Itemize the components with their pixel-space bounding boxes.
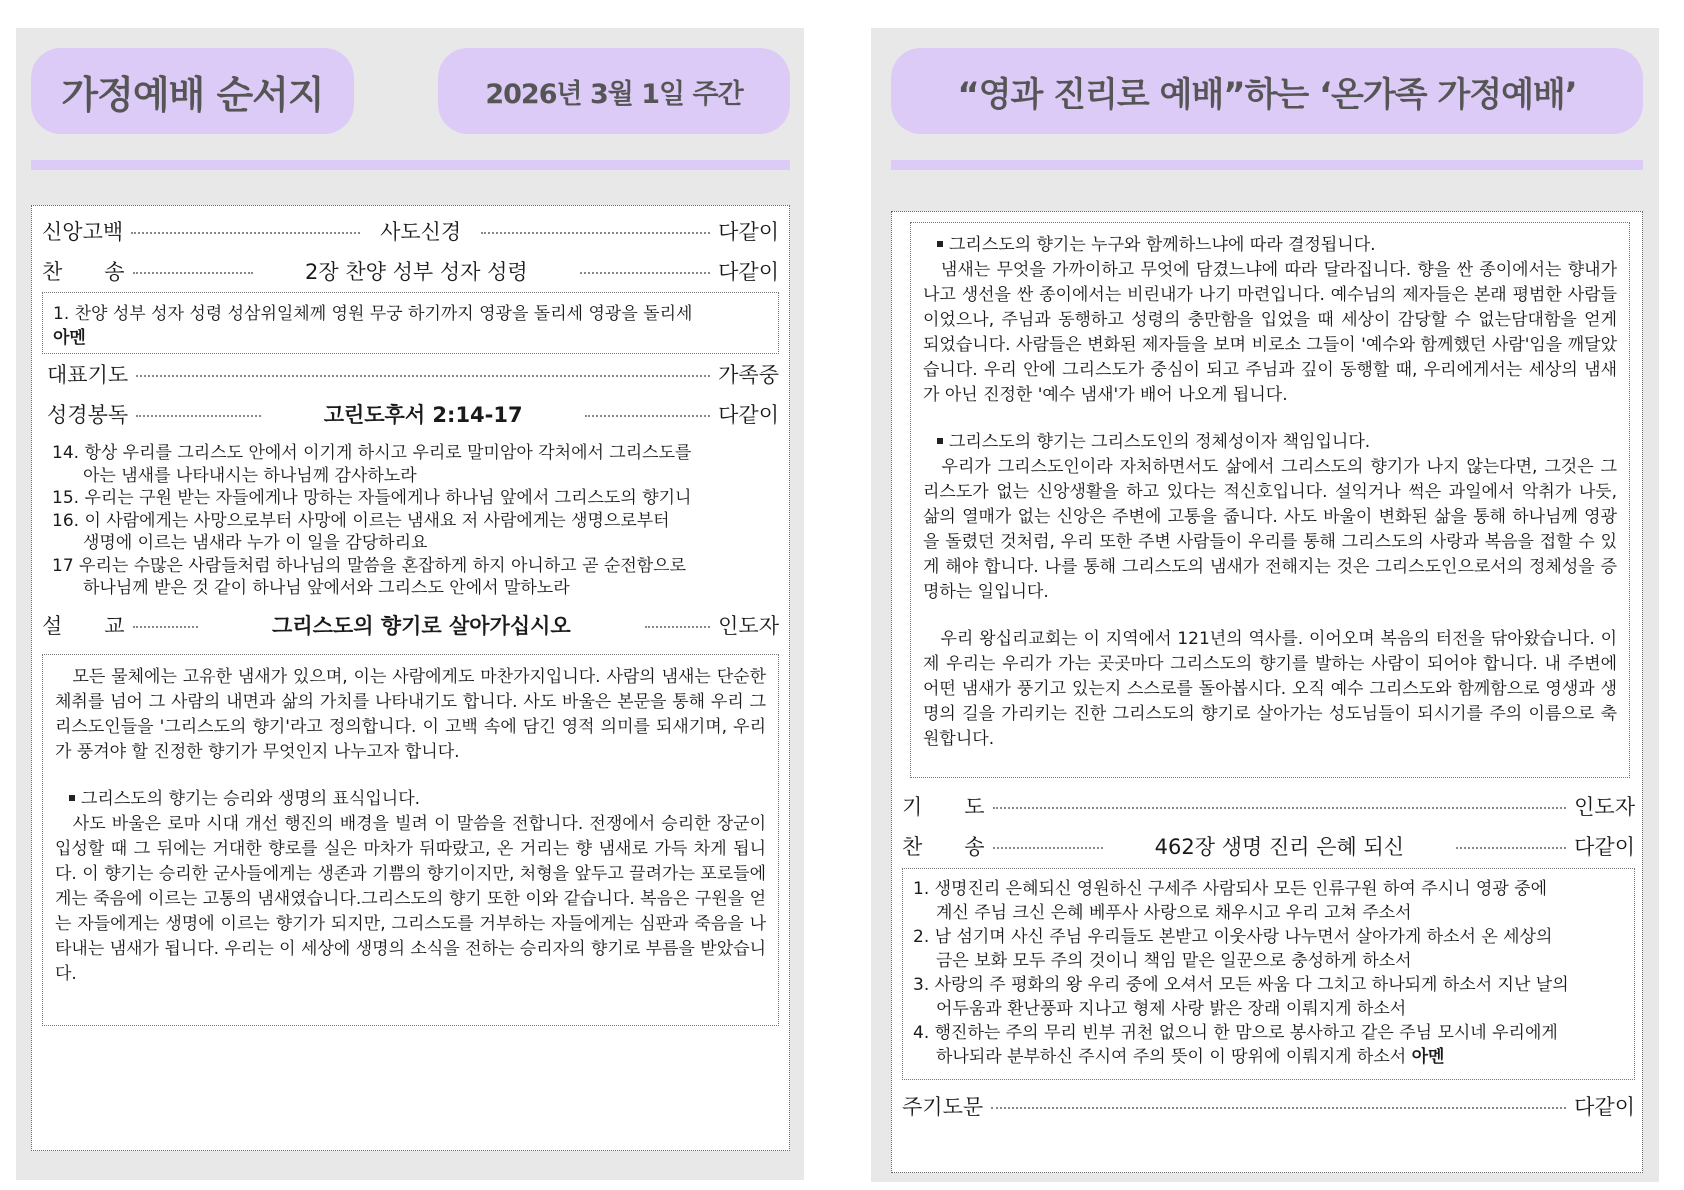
order-title-pill (31, 48, 354, 134)
reading-leader: 다같이 (718, 403, 779, 427)
hymn-row (42, 256, 779, 286)
sermon-point-2-body: 냄새는 무엇을 가까이하고 무엇에 담겼느냐에 따라 달라집니다. 향을 싼 종이에서는 향내가 나고 생선을 싼 종이에서는 비린내가 나기 마련입니다. 예수님의 제자들은 본래 평범한 사람들이었으나, 주님과 동행하고 성령의 충만함을 입었을 때 세상이 감당할 수 없는담대함을 얻게 되었습니다. 사람들은 변화된 제자들을 보며 비로소 그들이 '예수와 함께했던 사람'임을 깨달았습니다. 우리 안에 그리스도가 중심이 되고 주님과 깊이 동행할 때, 우리에게서는 세상의 냄새가 아닌 진정한 '예수 냄새'가 배어 나오게 됩니다. (923, 260, 1617, 405)
prayer-leader: 가족중 (718, 363, 779, 387)
closing-hymn-title: 462장 생명 진리 은혜 되신 (1154, 835, 1405, 859)
hymn-leader: 다같이 (718, 260, 779, 284)
verse: 16. 이 사람에게는 사망으로부터 사망에 이르는 냄새요 저 사람에게는 생명으로부터 생명에 이르는 냄새라 누가 이 일을 감당하리요 (52, 510, 670, 553)
left-content-frame (31, 205, 790, 1151)
verse: 14. 항상 우리를 그리스도 안에서 이기게 하시고 우리로 말미암아 각처에서 그리스도를 아는 냄새를 나타내시는 하나님께 감사하노라 (52, 443, 692, 486)
hymn-amen: 아멘 (53, 328, 86, 348)
left-page (16, 28, 804, 1180)
closing-hymn-row (902, 830, 1635, 862)
hymn-lyrics-box (42, 292, 779, 354)
hymn-label: 찬 송 (42, 260, 125, 284)
sermon-row (42, 608, 779, 642)
sermon-point-3-title: 그리스도의 향기는 그리스도인의 정체성이자 책임입니다. (923, 430, 1617, 455)
lords-prayer-leader: 다같이 (1574, 1095, 1635, 1119)
lords-prayer-label: 주기도문 (902, 1095, 984, 1119)
sermon-title: 그리스도의 향기로 살아가십시오 (272, 614, 571, 638)
right-page (871, 28, 1659, 1182)
sermon-point-2-title: 그리스도의 향기는 누구와 함께하느냐에 따라 결정됩니다. (923, 233, 1617, 258)
hymn-title: 2장 찬양 성부 성자 성령 (305, 260, 528, 284)
header-divider (891, 160, 1643, 170)
reading-row (47, 398, 779, 430)
creed-row (42, 216, 779, 246)
closing-hymn-amen: 아멘 (1411, 1047, 1445, 1067)
creed-leader: 다같이 (718, 220, 780, 244)
right-content-frame (891, 211, 1643, 1173)
order-title: 가정예배 순서지 (61, 72, 324, 117)
reading-label: 성경봉독 (47, 403, 129, 427)
scripture-verses (52, 442, 772, 600)
sermon-point-3-body: 우리가 그리스도인이라 자처하면서도 삶에서 그리스도의 향기가 나지 않는다면, 그것은 그리스도가 없는 신앙생활을 하고 있다는 적신호입니다. 설익거나 썩은 과일에서 악취가 나듯, 삶의 열매가 없는 신앙은 주변에 고통을 줍니다. 사도 바울이 변화된 삶을 통해 하나님께 영광을 돌렸던 것처럼, 우리 또한 주변 사람들이 우리를 통해 그리스도의 사랑과 복음을 접할 수 있게 해야 합니다. 나를 통해 그리스도의 냄새가 전해지는 것은 그리스도인으로서의 정체성을 증명하는 일입니다. (923, 457, 1617, 602)
hymn-verse: 2. 남 섬기며 사신 주님 우리들도 본받고 이웃사랑 나누면서 살아가게 하소서 온 세상의 금은 보화 모두 주의 것이니 책임 맡은 일꾼으로 충성하게 하소서 (913, 927, 1553, 971)
closing-hymn-label: 찬 송 (902, 835, 985, 859)
closing-prayer-label: 기 도 (902, 795, 985, 819)
sermon-box (42, 654, 779, 1026)
sermon-closing: 우리 왕십리교회는 이 지역에서 121년의 역사를. 이어오며 복음의 터전을 닦아왔습니다. 이제 우리는 우리가 가는 곳곳마다 그리스도의 향기를 발하는 사람이 되어야 합니다. 내 주변에 어떤 냄새가 풍기고 있는지 스스로를 돌아봅시다. 오직 예수 그리스도와 함께함으로 영생과 생명의 길을 가리키는 진한 그리스도의 향기로 살아가는 성도님들이 되시기를 주의 이름으로 축원합니다. (923, 629, 1617, 749)
verse: 15. 우리는 구원 받는 자들에게나 망하는 자들에게나 하나님 앞에서 그리스도의 향기니 (52, 488, 692, 508)
closing-hymn-lyrics-box (902, 868, 1635, 1080)
closing-hymn-leader: 다같이 (1574, 835, 1635, 859)
prayer-row (47, 358, 779, 390)
hymn-verse: 4. 행진하는 주의 무리 빈부 귀천 없으니 한 맘으로 봉사하고 같은 주님 모시네 우리에게 하나되라 분부하신 주시여 주의 뜻이 이 땅위에 이뤄지게 하소서 아멘 (913, 1023, 1558, 1067)
sermon-leader: 인도자 (718, 614, 779, 638)
sermon-point-1-title: 그리스도의 향기는 승리와 생명의 표식입니다. (55, 787, 766, 812)
creed-name: 사도신경 (380, 220, 462, 244)
scripture-reference: 고린도후서 2:14-17 (323, 403, 523, 427)
theme-title: “영과 진리로 예배”하는 ‘온가족 가정예배’ (957, 74, 1577, 115)
week-date: 2026년 3월 1일 주간 (485, 78, 743, 110)
hymn-verse: 1. 생명진리 은혜되신 영원하신 구세주 사람되사 모든 인류구원 하여 주시니 영광 중에 계신 주님 크신 은혜 베푸사 사랑으로 채우시고 우리 고쳐 주소서 (913, 879, 1548, 923)
sermon-intro: 모든 물체에는 고유한 냄새가 있으며, 이는 사람에게도 마찬가지입니다. 사람의 냄새는 단순한 체취를 넘어 그 사람의 내면과 삶의 가치를 나타내기도 합니다. 사도 바울은 본문을 통해 우리 그리스도인들을 '그리스도의 향기'라고 정의합니다. 이 고백 속에 담긴 영적 의미를 되새기며, 우리가 풍겨야 할 진정한 향기가 무엇인지 나누고자 합니다. (55, 667, 766, 762)
lords-prayer-row (902, 1090, 1635, 1122)
header-divider (31, 160, 790, 170)
date-pill (438, 48, 790, 134)
closing-prayer-row (902, 790, 1635, 822)
closing-prayer-leader: 인도자 (1574, 795, 1635, 819)
sermon-point-1-body: 사도 바울은 로마 시대 개선 행진의 배경을 빌려 이 말씀을 전합니다. 전쟁에서 승리한 장군이 입성할 때 그 뒤에는 거대한 향로를 실은 마차가 뒤따랐고, 온 거리는 향 냄새로 가득 차게 됩니다. 이 향기는 승리한 군사들에게는 생존과 기쁨의 향기이지만, 처형을 앞두고 끌려가는 포로들에게는 죽음에 이르는 고통의 냄새였습니다.그리스도의 향기 또한 이와 같습니다. 복음은 구원을 얻는 자들에게는 생명에 이르는 향기가 되지만, 그리스도를 거부하는 자들에게는 심판과 죽음을 나타내는 냄새가 됩니다. 우리는 이 세상에 생명의 소식을 전하는 승리자의 향기로 부름을 받았습니다. (55, 814, 766, 984)
creed-label: 신앙고백 (42, 220, 124, 244)
sermon-label: 설 교 (42, 614, 125, 638)
hymn-verse: 3. 사랑의 주 평화의 왕 우리 중에 오셔서 모든 싸움 다 그치고 하나되게 하소서 지난 날의 어두움과 환난풍파 지나고 형제 사랑 밝은 장래 이뤄지게 하소서 (913, 975, 1569, 1019)
theme-title-pill (891, 48, 1643, 134)
sermon-continued-box (910, 222, 1630, 778)
hymn-lyrics: 1. 찬양 성부 성자 성령 성삼위일체께 영원 무궁 하기까지 영광을 돌리세 영광을 돌리세 (53, 304, 693, 324)
verse: 17 우리는 수많은 사람들처럼 하나님의 말씀을 혼잡하게 하지 아니하고 곧 순전함으로 하나님께 받은 것 같이 하나님 앞에서와 그리스도 안에서 말하노라 (52, 555, 687, 598)
prayer-label: 대표기도 (47, 363, 129, 387)
